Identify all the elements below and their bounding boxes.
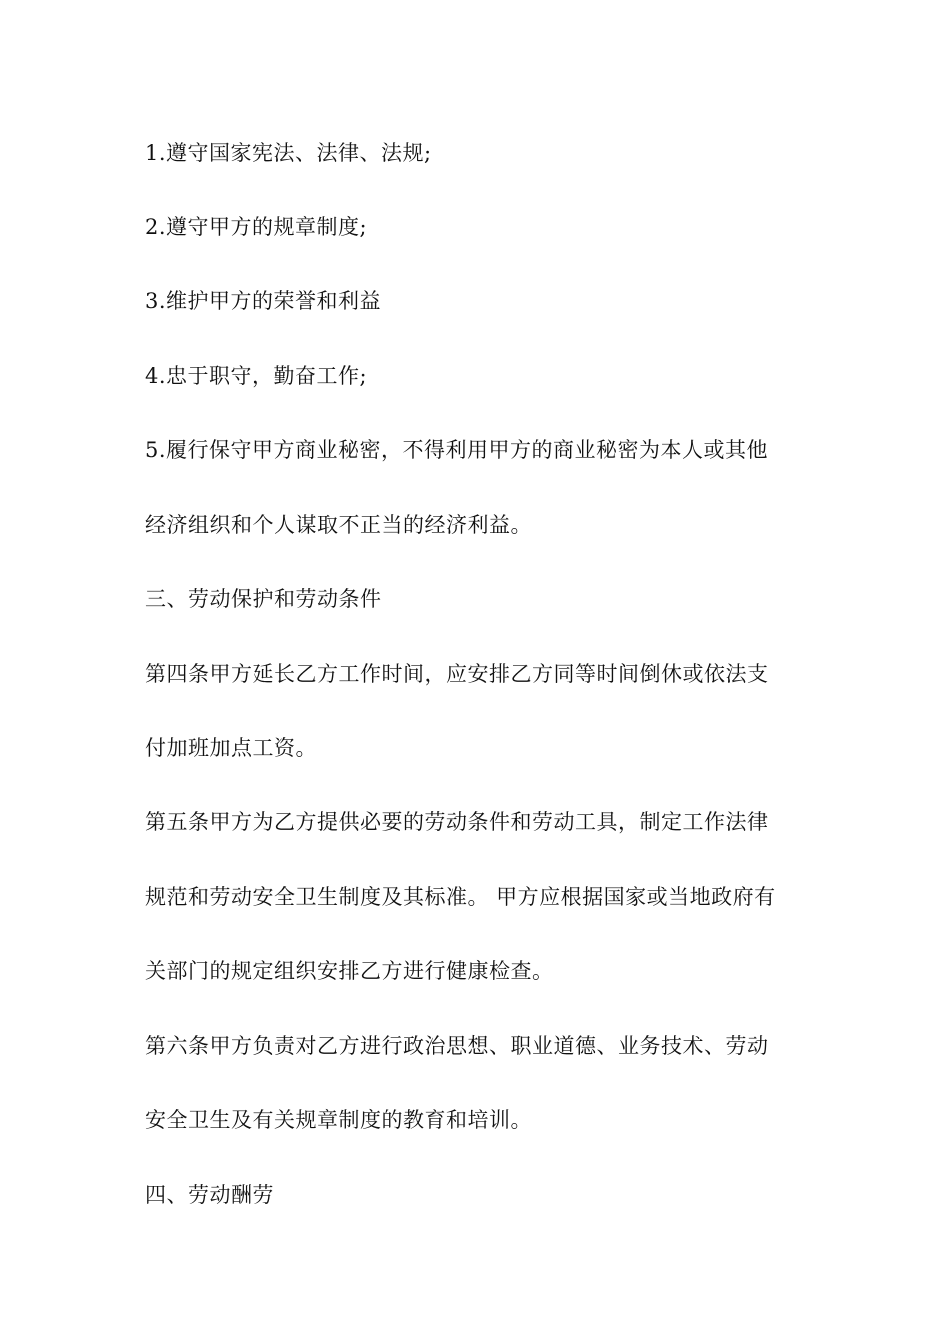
text-line-10: 第五条甲方为乙方提供必要的劳动条件和劳动工具，制定工作法律 (145, 810, 769, 834)
text-line-13: 第六条甲方负责对乙方进行政治思想、职业道德、业务技术、劳动 (145, 1034, 769, 1058)
text-line-6: 经济组织和个人谋取不正当的经济利益。 (145, 513, 532, 537)
text-line-8: 第四条甲方延长乙方工作时间，应安排乙方同等时间倒休或依法支 (145, 662, 769, 686)
section-heading-3: 三、劳动保护和劳动条件 (145, 587, 382, 611)
text-line-14: 安全卫生及有关规章制度的教育和培训。 (145, 1108, 532, 1132)
text-line-11: 规范和劳动安全卫生制度及其标准。 甲方应根据国家或当地政府有 (145, 885, 776, 909)
text-line-3: 3.维护甲方的荣誉和利益 (145, 289, 382, 313)
text-line-2: 2.遵守甲方的规章制度; (145, 215, 368, 239)
text-line-12: 关部门的规定组织安排乙方进行健康检查。 (145, 959, 554, 983)
text-line-1: 1.遵守国家宪法、法律、法规; (145, 141, 432, 165)
text-line-9: 付加班加点工资。 (145, 736, 317, 760)
section-heading-4: 四、劳动酬劳 (145, 1183, 274, 1207)
text-line-5: 5.履行保守甲方商业秘密，不得利用甲方的商业秘密为本人或其他 (145, 438, 769, 462)
text-line-4: 4.忠于职守，勤奋工作; (145, 364, 368, 388)
